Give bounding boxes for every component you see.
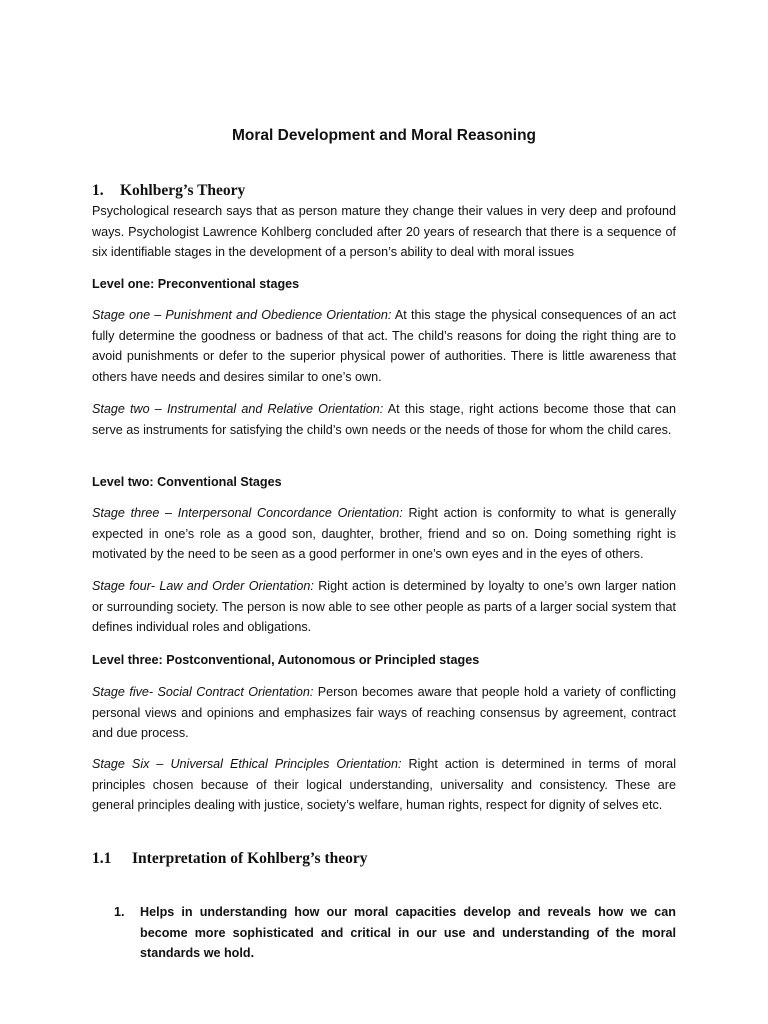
stage-six-name: Stage Six – Universal Ethical Principles Orientation: xyxy=(92,757,402,771)
stage-three-text: Right action is conformity to what is generally expected in one’s role as a good son, daughter, brother, friend and so on. Doing something right is motivated by the need to be seen as a good performer in one’s own eyes and in the eyes of others. xyxy=(92,506,676,562)
stage-one-paragraph xyxy=(92,305,676,387)
section-number: 1. xyxy=(92,182,104,199)
stage-two-name: Stage two – Instrumental and Relative Orientation: xyxy=(92,402,384,416)
stage-six-paragraph xyxy=(92,754,676,816)
level-one-label: Level one: Preconventional stages xyxy=(92,277,300,291)
section-heading-kohlberg-theory xyxy=(92,182,245,200)
list-item-text: Helps in understanding how our moral capacities develop and reveals how we can become more sophisticated and critical in our use and understanding of the moral standards we hold. xyxy=(140,905,676,961)
stage-two-paragraph xyxy=(92,399,676,440)
level-two-label: Level two: Conventional Stages xyxy=(92,475,282,489)
stage-three-paragraph xyxy=(92,503,676,565)
document-title: Moral Development and Moral Reasoning xyxy=(231,127,537,144)
section-title: Kohlberg’s Theory xyxy=(120,182,246,199)
stage-five-name: Stage five- Social Contract Orientation: xyxy=(92,685,314,699)
interpretation-list xyxy=(92,902,676,964)
stage-one-text: At this stage the physical consequences of an act fully determine the goodness or badness of that act. The child’s reasons for doing the right thing are to avoid punishments or defer to the superior physical power of authorities. There is little awareness that others have needs and desires similar to one’s own. xyxy=(92,308,676,384)
stage-four-paragraph xyxy=(92,576,676,638)
section-title: Interpretation of Kohlberg’s theory xyxy=(132,850,368,867)
list-marker xyxy=(92,902,140,964)
section-number: 1.1 xyxy=(92,850,112,867)
stage-one-name: Stage one – Punishment and Obedience Orientation: xyxy=(92,308,392,322)
section-heading-interpretation xyxy=(92,850,367,868)
stage-six-text: Right action is determined in terms of moral principles chosen because of their logical understanding, universality and consistency. These are general principles dealing with justice, society’s welfare, human rights, respect for dignity of selves etc. xyxy=(92,757,676,813)
stage-four-text: Right action is determined by loyalty to one’s own larger nation or surrounding society. The person is now able to see other people as parts of a larger social system that defines individual roles and obligations. xyxy=(92,579,677,635)
stage-four-name: Stage four- Law and Order Orientation: xyxy=(92,579,314,593)
level-three-label: Level three: Postconventional, Autonomous or Principled stages xyxy=(92,653,480,667)
stage-three-name: Stage three – Interpersonal Concordance Orientation: xyxy=(92,506,403,520)
stage-five-text: Person becomes aware that people hold a variety of conflicting personal views and opinions and emphasizes fair ways of reaching consensus by agreement, contract and due process. xyxy=(92,685,677,741)
list-item xyxy=(92,902,676,964)
intro-paragraph: Psychological research says that as person mature they change their values in very deep and profound ways. Psychologist Lawrence Kohlberg concluded after 20 years of research that there is a sequence of six identifiable stages in the development of a person’s ability to deal with moral issues xyxy=(92,204,676,260)
stage-five-paragraph xyxy=(92,682,676,744)
stage-two-text: At this stage, right actions become those that can serve as instruments for satisfying the child’s own needs or the needs of those for whom the child cares. xyxy=(92,402,676,437)
list-marker-text: 1. xyxy=(114,905,125,919)
